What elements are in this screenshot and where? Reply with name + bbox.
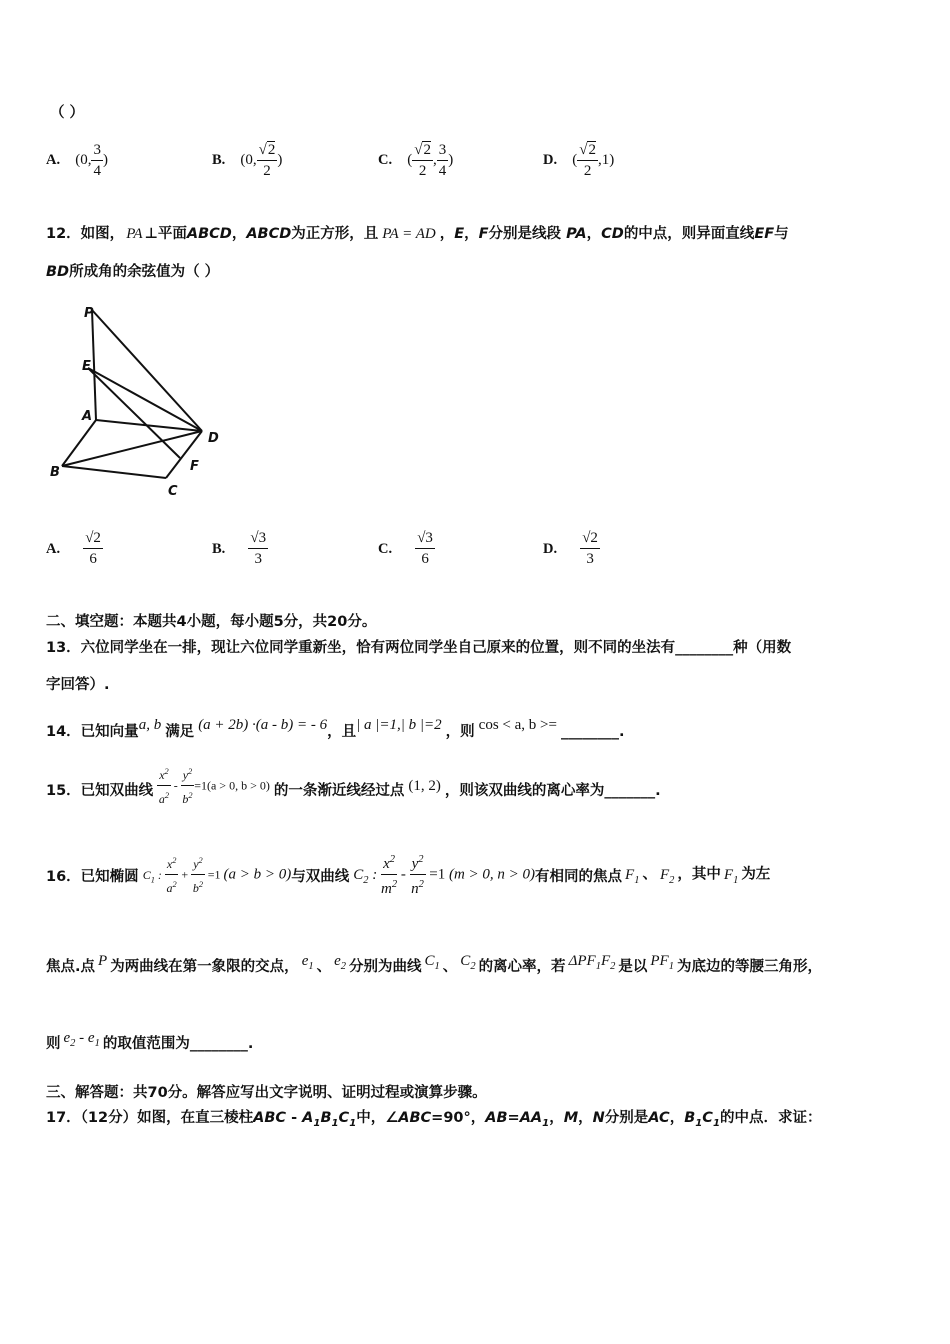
q12-option-c[interactable] [378, 528, 435, 569]
option-expr: $\frac{√2}{6}$ [85, 530, 101, 567]
q11-option-a[interactable] [46, 140, 108, 181]
label-d: D [208, 431, 219, 446]
edge-pd [92, 310, 202, 431]
option-label: B. [212, 541, 226, 557]
option-label: A. [46, 541, 61, 557]
q12-pyramid-figure [40, 298, 240, 513]
q12-option-a[interactable] [46, 528, 103, 569]
section-2-heading: 二、填空题：本题共4小题，每小题5分，共20分。 [46, 614, 377, 630]
edge-pa [92, 310, 96, 420]
q14-stem: 14．已知向量a, b 满足 (a + 2b) ·(a - b) = - 6，且| a |=1,| b |=2 ，则 cos < a, b >= ________. [46, 717, 625, 740]
option-expr: ( $\frac{√2}{2}$ , $\frac{3}{4}$ ) [407, 142, 454, 179]
label-p: P [84, 306, 94, 321]
label-b: B [50, 465, 60, 480]
q12-stem-line2: BD所成角的余弦值为（ ） [46, 264, 220, 280]
q12-option-d[interactable] [543, 528, 600, 569]
label-c: C [168, 484, 178, 499]
q16-stem-line3: 则 $e_2 - e_1$ 的取值范围为________. [46, 1030, 254, 1052]
q11-option-c[interactable] [378, 140, 453, 181]
q17-stem: 17．（12分）如图，在直三棱柱ABC - $A_1B_1C_1$中，∠ABC=90°，$AB=AA_1$，M，N分别是AC，$B_1C_1$的中点．求证： [46, 1110, 822, 1129]
option-expr: (0, $\frac{3}{4}$ ) [75, 142, 108, 179]
option-label: D. [543, 151, 558, 168]
label-e: E [82, 359, 91, 374]
section-3-heading: 三、解答题：共70分。解答应写出文字说明、证明过程或演算步骤。 [46, 1085, 487, 1101]
q13-line2: 字回答）. [46, 677, 110, 693]
label-a: A [82, 409, 93, 424]
edge-bc [62, 466, 166, 478]
q16-stem-line1: 16．已知椭圆 $C_1$ : $\frac{x^2}{a^2}$ + $\frac{y^2}{b^2}$ =1 (a > b > 0)与双曲线 $C_2$ : $\frac{x^2}{m^2}$ - $\frac{y^2}{n^2}$ =1 (m > 0, n > 0)有相同的焦点 $F_1$ 、 $F_2$ ，其中 $F_1$ 为左 [46, 850, 770, 899]
option-label: C. [378, 541, 393, 557]
option-expr: ( $\frac{√2}{2}$ ,1) [572, 142, 615, 179]
q12-stem-line1: 12．如图， PA ⊥平面ABCD，ABCD为正方形，且 PA = AD ，E，F分别是线段 PA，CD的中点，则异面直线EF与 [46, 226, 789, 242]
q12-option-b[interactable] [212, 528, 268, 569]
option-label: C. [378, 151, 393, 168]
q11-option-d[interactable] [543, 140, 614, 181]
option-label: A. [46, 151, 61, 168]
q11-option-b[interactable] [212, 140, 282, 181]
q15-stem: 15．已知双曲线 $\frac{x^2}{a^2}$ - $\frac{y^2}{b^2}$ =1(a > 0, b > 0) 的一条渐近线经过点 (1, 2) ，则该双曲线的离心率为_______. [46, 762, 661, 809]
option-expr: $\frac{√3}{6}$ [417, 530, 433, 567]
q16-stem-line2: 焦点.点 P 为两曲线在第一象限的交点， $e_1$ 、 $e_2$ 分别为曲线 $C_1$ 、 $C_2$ 的离心率，若 $\Delta PF_1F_2$ 是以 $PF_1$ 为底边的等腰三角形， [46, 953, 822, 975]
q13-line1: 13．六位同学坐在一排，现让六位同学重新坐，恰有两位同学坐自己原来的位置，则不同的坐法有________种（用数 [46, 640, 792, 656]
option-label: B. [212, 151, 226, 168]
option-expr: $\frac{√2}{3}$ [582, 530, 598, 567]
option-expr: (0, $\frac{√2}{2}$ ) [240, 142, 283, 179]
q11-answer-paren: （ ） [50, 105, 85, 121]
label-f: F [190, 459, 199, 474]
option-label: D. [543, 541, 558, 557]
edge-ef [88, 368, 180, 458]
option-expr: $\frac{√3}{3}$ [250, 530, 267, 567]
